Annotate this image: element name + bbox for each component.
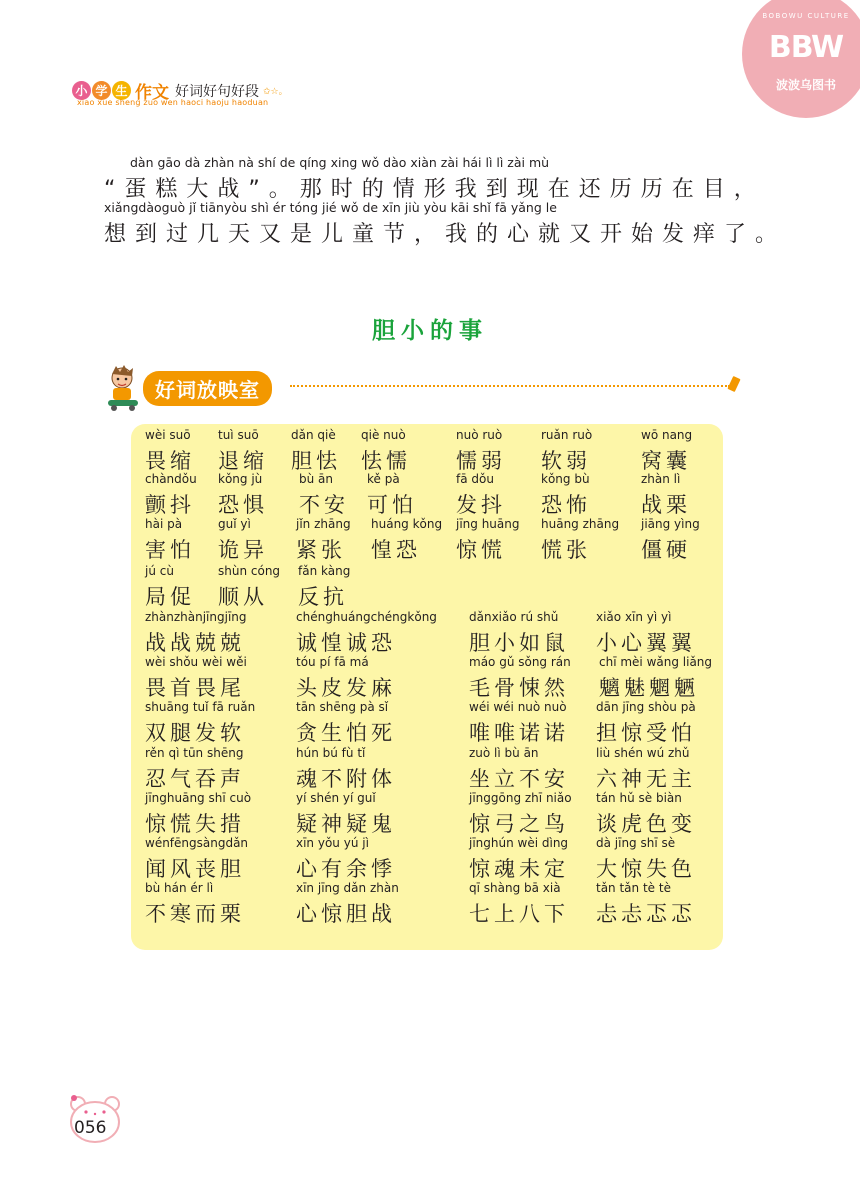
word-pinyin: jú cù [145,564,174,578]
word-pinyin: xiǎo xīn yì yì [596,610,672,624]
word-hanzi: 惊弓之鸟 [469,812,569,836]
word-pinyin: huáng kǒng [371,517,443,531]
word-item [296,746,396,793]
story-line1-text: “蛋糕大战”。那时的情形我到现在还历历在目， [104,177,765,202]
word-item [596,791,696,838]
word-item [296,655,396,702]
word-item [145,564,195,611]
page-number: 056 [74,1118,107,1138]
word-item [296,517,351,564]
word-hanzi: 谈虎色变 [596,812,696,836]
word-hanzi: 疑神疑鬼 [296,812,396,836]
word-hanzi: 唯唯诺诺 [469,721,569,745]
word-pinyin: tóu pí fā má [296,655,369,669]
word-item [596,836,696,883]
header-pinyin: xiao xue sheng zuo wen haoci haoju haoduan [77,98,269,107]
word-item [596,610,696,657]
word-hanzi: 窝囊 [641,449,691,473]
word-pinyin: guǐ yì [218,517,251,531]
word-hanzi: 闻风丧胆 [145,857,245,881]
word-hanzi: 坐立不安 [469,767,569,791]
word-item [456,517,520,564]
word-hanzi: 战栗 [641,493,691,517]
word-pinyin: fā dǒu [456,472,494,486]
word-hanzi: 六神无主 [596,767,696,791]
word-item [145,746,245,793]
word-item [541,517,619,564]
word-pinyin: xīn yǒu yú jì [296,836,369,850]
stamp-name: 波波乌图书 [775,78,836,92]
word-pinyin: wénfēngsàngdǎn [145,836,249,850]
word-pinyin: yí shén yí guǐ [296,791,376,805]
word-hanzi: 不安 [299,493,349,517]
word-item [596,700,696,747]
word-hanzi: 紧张 [296,538,346,562]
word-hanzi: 退缩 [218,449,268,473]
word-hanzi: 畏缩 [145,449,195,473]
word-hanzi: 魑魅魍魉 [599,676,699,700]
word-hanzi: 小心翼翼 [596,631,696,655]
word-pinyin: qī shàng bā xià [469,881,561,895]
word-pinyin: nuò ruò [456,428,503,442]
section-title: 胆小的事 [372,318,488,344]
word-hanzi: 大惊失色 [596,857,696,881]
word-hanzi: 忐忐忑忑 [596,902,696,926]
story-line2-pinyin: xiǎngdàoguò jǐ tiānyòu shì ér tóng jié wǒ de xīn jiù yòu kāi shǐ fā yǎng le [104,200,557,215]
word-hanzi: 战战兢兢 [145,631,245,655]
word-pinyin: kě pà [367,472,400,486]
section-banner: 好词放映室 [143,371,272,406]
word-hanzi: 可怕 [367,493,417,517]
word-pinyin: tán hǔ sè biàn [596,791,682,805]
word-item [641,472,691,519]
word-item [296,881,399,928]
word-pinyin: kǒng jù [218,472,263,486]
word-pinyin: wèi shǒu wèi wěi [145,655,247,669]
word-hanzi: 畏首畏尾 [145,676,245,700]
dotted-divider [290,385,730,387]
word-pinyin: jǐn zhāng [296,517,351,531]
word-pinyin: rěn qì tūn shēng [145,746,244,760]
word-item [145,791,251,838]
word-item [641,517,700,564]
word-hanzi: 毛骨悚然 [469,676,569,700]
word-pinyin: wéi wéi nuò nuò [469,700,567,714]
word-pinyin: hún bú fù tǐ [296,746,366,760]
word-item [641,428,692,475]
word-pinyin: jīnghuāng shī cuò [145,791,252,805]
word-item [469,700,569,747]
word-pinyin: dǎn qiè [291,428,336,442]
word-pinyin: tuì suō [218,428,259,442]
word-hanzi: 七上八下 [469,902,569,926]
word-item [469,836,569,883]
word-pinyin: dān jīng shòu pà [596,700,696,714]
header-subtitle: 好词好句好段 [175,83,259,100]
word-item [296,610,437,657]
word-box [131,424,723,950]
word-hanzi: 胆怯 [291,449,341,473]
word-item [469,610,569,657]
word-item [469,746,569,793]
word-pinyin: shuāng tuǐ fā ruǎn [145,700,256,714]
word-pinyin: bù hán ér lì [145,881,214,895]
word-pinyin: jīnggōng zhī niǎo [469,791,572,805]
word-item [456,428,506,475]
bbw-logo: BBW [768,30,844,65]
word-item [599,655,712,702]
word-item [456,472,506,519]
word-pinyin: chàndǒu [145,472,197,486]
word-item [469,655,571,702]
word-item [145,472,197,519]
word-pinyin: qiè nuò [361,428,406,442]
word-item [218,517,268,564]
word-item [218,472,268,519]
star-decoration-icon: ✩☆。 [263,87,288,97]
word-hanzi: 局促 [145,585,195,609]
word-pinyin: bù ān [299,472,333,486]
word-item [145,700,255,747]
word-hanzi: 诡异 [218,538,268,562]
cartoon-boy-icon [100,364,144,412]
word-item [596,881,696,928]
word-hanzi: 惶恐 [371,538,421,562]
header-title: 作文 [135,83,169,103]
word-item [298,564,350,611]
stamp-arc-text: BOBOWU CULTURE [762,12,850,20]
story-line1-pinyin: dàn gāo dà zhàn nà shí de qíng xing wǒ dào xiàn zài hái lì lì zài mù [130,155,550,170]
word-pinyin: kǒng bù [541,472,590,486]
word-hanzi: 胆小如鼠 [469,631,569,655]
word-hanzi: 不寒而栗 [145,902,245,926]
word-item [541,428,592,475]
word-hanzi: 恐惧 [218,493,268,517]
story-line2-text: 想到过几天又是儿童节，我的心就又开始发痒了。 [104,222,787,247]
word-item [469,881,569,928]
word-pinyin: fǎn kàng [298,564,351,578]
word-hanzi: 慌张 [541,538,591,562]
word-item [145,517,195,564]
word-item [218,428,268,475]
word-pinyin: jīng huāng [456,517,520,531]
word-pinyin: tān shēng pà sǐ [296,700,389,714]
word-hanzi: 担惊受怕 [596,721,696,745]
word-item [145,428,195,475]
word-item [361,428,411,475]
pencil-icon [727,376,740,392]
word-pinyin: hài pà [145,517,183,531]
word-pinyin: tǎn tǎn tè tè [596,881,671,895]
word-item [469,791,572,838]
word-hanzi: 僵硬 [641,538,691,562]
word-item [596,746,696,793]
word-hanzi: 魂不附体 [296,767,396,791]
word-pinyin: xīn jīng dǎn zhàn [296,881,399,895]
word-hanzi: 惊慌失措 [145,812,245,836]
word-hanzi: 心惊胆战 [296,902,396,926]
word-hanzi: 颤抖 [145,493,195,517]
word-item [145,610,247,657]
word-hanzi: 贪生怕死 [296,721,396,745]
word-hanzi: 双腿发软 [145,721,245,745]
word-item [296,700,396,747]
word-hanzi: 懦弱 [456,449,506,473]
word-pinyin: shùn cóng [218,564,281,578]
word-hanzi: 怯懦 [361,449,411,473]
word-item [145,836,248,883]
word-pinyin: ruǎn ruò [541,428,593,442]
word-hanzi: 反抗 [298,585,348,609]
word-pinyin: huāng zhāng [541,517,620,531]
word-pinyin: chénghuángchéngkǒng [296,610,437,624]
header-badge-2: 学 [92,81,111,100]
word-pinyin: wèi suō [145,428,191,442]
word-item [299,472,349,519]
word-pinyin: dǎnxiǎo rú shǔ [469,610,559,624]
word-item [296,791,396,838]
word-hanzi: 惊魂未定 [469,857,569,881]
word-pinyin: chī mèi wǎng liǎng [599,655,713,669]
word-item [145,881,245,928]
word-hanzi: 发抖 [456,493,506,517]
word-item [296,836,396,883]
header-badge-1: 小 [72,81,91,100]
word-item [218,564,280,611]
word-hanzi: 软弱 [541,449,591,473]
word-pinyin: dà jīng shī sè [596,836,676,850]
word-hanzi: 忍气吞声 [145,767,245,791]
word-hanzi: 头皮发麻 [296,676,396,700]
word-pinyin: zhànzhànjīngjīng [145,610,247,624]
word-item [145,655,247,702]
word-pinyin: wō nang [641,428,693,442]
word-hanzi: 顺从 [218,585,268,609]
word-hanzi: 心有余悸 [296,857,396,881]
word-pinyin: jiāng yìng [641,517,700,531]
word-hanzi: 惊慌 [456,538,506,562]
publisher-stamp [742,0,860,118]
word-item [291,428,341,475]
word-pinyin: liù shén wú zhǔ [596,746,690,760]
word-hanzi: 害怕 [145,538,195,562]
word-pinyin: zhàn lì [641,472,681,486]
header-badge-3: 生 [112,81,131,100]
word-item [367,472,417,519]
word-hanzi: 恐怖 [541,493,591,517]
word-hanzi: 诚惶诚恐 [296,631,396,655]
word-pinyin: zuò lì bù ān [469,746,539,760]
word-item [371,517,442,564]
word-pinyin: jīnghún wèi dìng [469,836,569,850]
word-item [541,472,591,519]
word-pinyin: máo gǔ sǒng rán [469,655,571,669]
